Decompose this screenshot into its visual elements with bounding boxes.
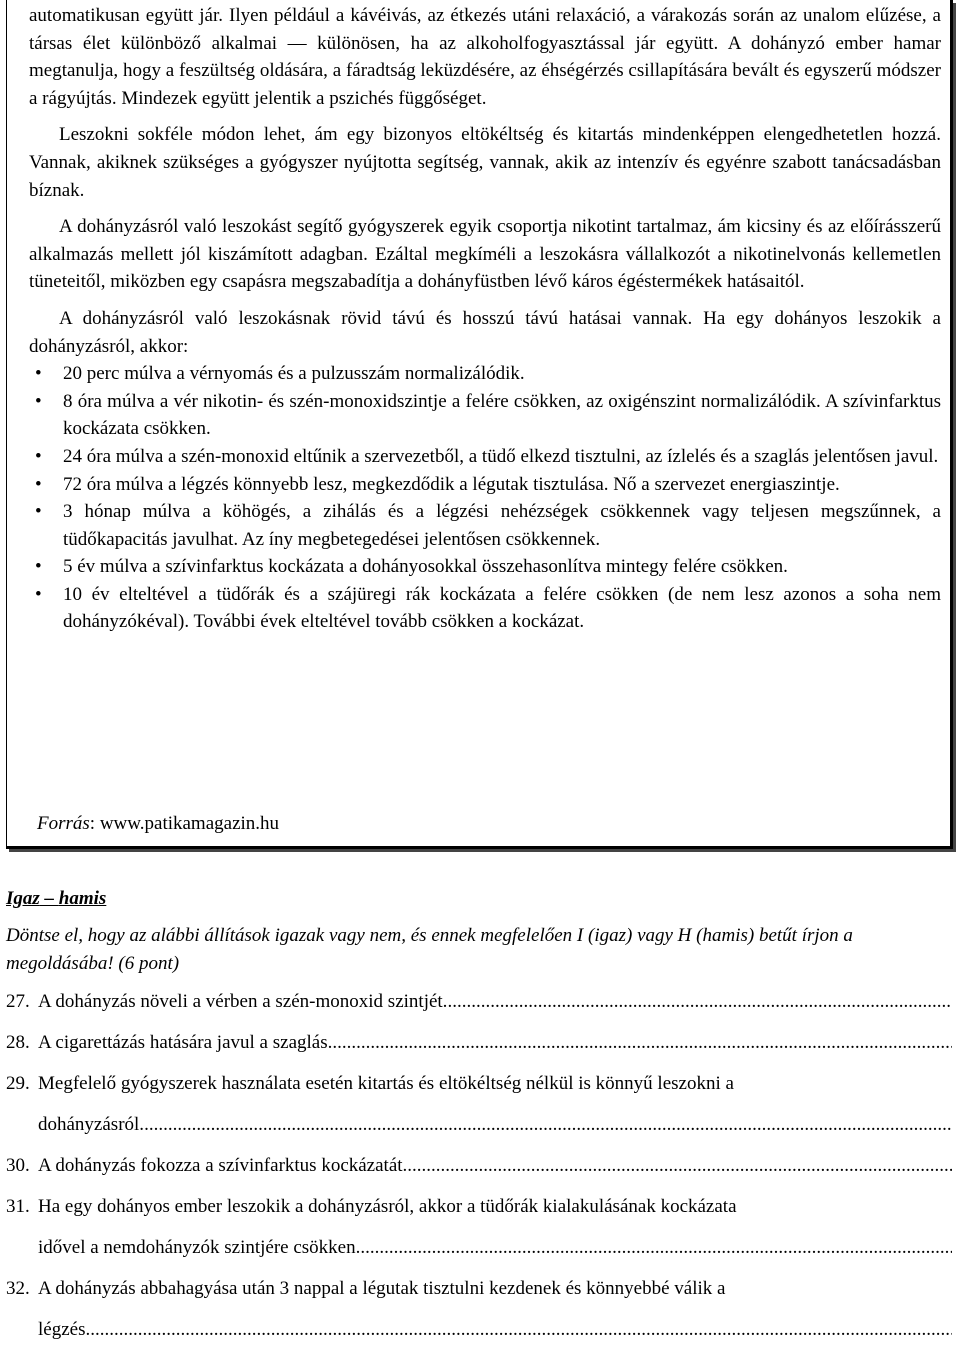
task-title-part2: hamis (58, 888, 107, 909)
list-item-text: 5 év múlva a szívinfarktus kockázata a dohányosokkal összehasonlítva mintegy felére csökken. (63, 556, 788, 578)
source-line (37, 810, 279, 837)
bullet-icon: • (35, 583, 42, 605)
answer-blank[interactable] (360, 1234, 952, 1262)
article-content (29, 2, 941, 636)
bullet-icon: • (35, 363, 42, 385)
list-item-text: 20 perc múlva a vérnyomás és a pulzusszám normalizálódik. (63, 363, 525, 385)
article-box (6, 0, 953, 849)
bullet-icon: • (35, 501, 42, 523)
list-item (29, 388, 941, 443)
question-31 (6, 1193, 952, 1262)
bullet-icon: • (35, 556, 42, 578)
source-label: Forrás (37, 813, 90, 834)
answer-blank[interactable] (447, 988, 952, 1016)
list-item (29, 360, 941, 388)
question-text-cont: légzés (38, 1319, 86, 1340)
list-item-text: 24 óra múlva a szén-monoxid eltűnik a szervezetből, a tüdő elkezd tisztulni, az ízlelés és a szaglás jelentősen javul. (63, 445, 939, 467)
question-30 (6, 1152, 952, 1180)
question-number: 28. (6, 1032, 30, 1053)
bullet-icon: • (35, 445, 42, 467)
answer-blank[interactable] (403, 1152, 952, 1180)
question-number: 27. (6, 991, 30, 1012)
effects-list (29, 360, 941, 636)
paragraph-1: automatikusan együtt jár. Ilyen például a kávéivás, az étkezés utáni relaxáció, a várakozás során az unalom elűzése, a társas élet különböző alkalmai — különösen, ha az alkoholfogyasztással jár együtt. A dohányzó ember hamar megtanulja, hogy a feszültség oldására, a fáradtság leküzdésére, az éhségérzés csillapítására bevált és egyszerű módszer a rágyújtás. Mindezek együtt jelentik a pszichés függőséget. (29, 5, 941, 109)
answer-blank[interactable] (85, 1316, 952, 1344)
list-item-text: 8 óra múlva a vér nikotin- és szén-monoxidszintje a felére csökken, az oxigénszint normalizálódik. A szívinfarktus kockázata csökken. (63, 390, 941, 440)
paragraph-2: Leszokni sokféle módon lehet, ám egy bizonyos eltökéltség és kitartás mindenképpen elengedhetetlen hozzá. Vannak, akiknek szükséges a gyógyszer nyújtotta segítség, vannak, akik az intenzív és egyénre szabott tanácsadásban bíznak. (29, 124, 941, 201)
list-item-text: 72 óra múlva a légzés könnyebb lesz, megkezdődik a légutak tisztulása. Nő a szervezet energiaszintje. (63, 473, 840, 495)
true-false-task (6, 884, 952, 1344)
list-item-text: 10 év elteltével a tüdőrák és a szájüregi rák kockázata a felére csökken (de nem lesz azonos a soha nem dohányzókéval). További évek elteltével tovább csökken a kockázat. (63, 583, 941, 633)
task-title-part1: Igaz (6, 888, 40, 909)
question-text-cont: dohányzásról. (38, 1114, 145, 1135)
question-text: A dohányzás növeli a vérben a szén-monoxid szintjét. (38, 991, 448, 1012)
question-29 (6, 1070, 952, 1139)
bullet-icon: • (35, 473, 42, 495)
question-number: 32. (6, 1278, 30, 1299)
list-item (29, 443, 941, 471)
question-text-cont: idővel a nemdohányzók szintjére csökken. (38, 1237, 361, 1258)
question-28 (6, 1029, 952, 1057)
paragraph-3: A dohányzásról való leszokást segítő gyógyszerek egyik csoportja nikotint tartalmaz, ám kicsiny és az előírásszerű alkalmazás mellett jól kiszámított adagban. Ezáltal megkíméli a leszokásra vállalkozót a nikotinelvonás kellemetlen tüneteitől, miközben egy csapásra megszabadítja a dohányfüstben lévő káros égéstermékek hatásaitól. (29, 216, 941, 293)
answer-blank[interactable] (332, 1029, 952, 1057)
question-text: Ha egy dohányos ember leszokik a dohányzásról, akkor a tüdőrák kialakulásának kockázata (38, 1196, 737, 1217)
question-27 (6, 988, 952, 1016)
list-item (29, 471, 941, 499)
source-value: : www.patikamagazin.hu (89, 813, 280, 834)
question-text: Megfelelő gyógyszerek használata esetén kitartás és eltökéltség nélkül is könnyű leszokni a (38, 1073, 734, 1094)
task-title (6, 884, 952, 914)
list-item (29, 553, 941, 581)
bullet-icon: • (35, 390, 42, 412)
question-text: A dohányzás fokozza a szívinfarktus kockázatát (38, 1155, 403, 1176)
task-title-dash: – (39, 888, 59, 909)
list-item-text: 3 hónap múlva a köhögés, a zihálás és a légzési nehézségek csökkennek vagy teljesen megszűnnek, a tüdőkapacitás javulhat. Az íny megbetegedései jelentősen csökkennek. (63, 501, 941, 550)
question-text: A dohányzás abbahagyása után 3 nappal a légutak tisztulni kezdenek és könnyebbé válik a (38, 1278, 726, 1299)
question-text: A cigarettázás hatására javul a szaglás. (38, 1032, 333, 1053)
question-number: 30. (6, 1155, 30, 1176)
question-number: 29. (6, 1073, 30, 1094)
list-item (29, 498, 941, 553)
question-32 (6, 1275, 952, 1344)
list-item (29, 581, 941, 636)
question-number: 31. (6, 1196, 30, 1217)
paragraph-4: A dohányzásról való leszokásnak rövid távú és hosszú távú hatásai vannak. Ha egy dohányos leszokik a dohányzásról, akkor: (29, 307, 941, 357)
answer-blank[interactable] (144, 1111, 952, 1139)
task-instruction: Döntse el, hogy az alábbi állítások igazak vagy nem, és ennek megfelelően I (igaz) vagy H (hamis) betűt írjon a megoldásába! (6 pont) (6, 925, 853, 974)
